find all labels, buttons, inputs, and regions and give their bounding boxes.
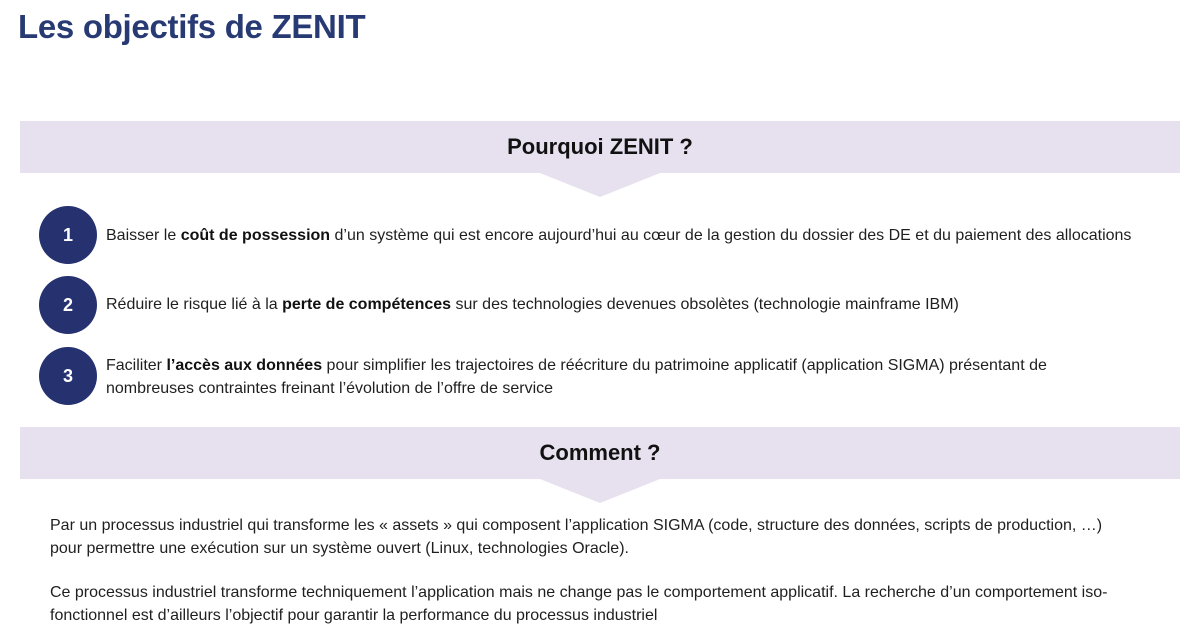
objective-1-bold: coût de possession: [180, 227, 331, 244]
objective-2-bold: perte de compétences: [282, 296, 452, 313]
objective-3-bold: l’accès aux données: [166, 357, 323, 374]
how-paragraph-2: Ce processus industriel transforme techniquement l’application mais ne change pas le comportement applicatif. La recherche d’un comportement iso-fonctionnel est d’ailleurs l’objectif pour garantir la performance du processus industriel: [50, 584, 1108, 624]
objective-2-after: sur des technologies devenues obsolètes (technologie mainframe IBM): [451, 296, 959, 313]
objective-2-badge: [39, 276, 97, 334]
why-banner: [20, 121, 1180, 173]
how-arrow-icon: [540, 479, 660, 503]
objective-3-text: [106, 354, 1116, 400]
objective-3-before: Faciliter: [106, 357, 167, 374]
why-heading: Pourquoi ZENIT ?: [507, 134, 693, 159]
objective-3-after: pour simplifier les trajectoires de réécriture du patrimoine applicatif (application SIGMA) présentant de nombreuses contraintes freinant l’évolution de l’offre de service: [106, 357, 1047, 397]
objective-1-text: [106, 224, 1186, 247]
how-heading: Comment ?: [539, 440, 661, 465]
how-paragraph-1: Par un processus industriel qui transforme les « assets » qui composent l’application SIGMA (code, structure des données, scripts de production, …) pour permettre une exécution sur un système ouvert (Linux, technologies Oracle).: [50, 517, 1103, 557]
how-banner: [20, 427, 1180, 479]
why-arrow-icon: [540, 173, 660, 197]
objective-1-before: Baisser le: [106, 227, 181, 244]
objective-3-badge: [39, 347, 97, 405]
objective-1-after: d’un système qui est encore aujourd’hui au cœur de la gestion du dossier des DE et du paiement des allocations: [330, 227, 1132, 244]
objective-1-badge: [39, 206, 97, 264]
objective-2-before: Réduire le risque lié à la: [106, 296, 283, 313]
page-title: Les objectifs de ZENIT: [18, 8, 366, 45]
objective-3-number: 3: [62, 365, 73, 386]
objective-1-number: 1: [62, 224, 73, 245]
objective-2-text: [106, 293, 1186, 316]
objective-2-number: 2: [62, 294, 73, 315]
